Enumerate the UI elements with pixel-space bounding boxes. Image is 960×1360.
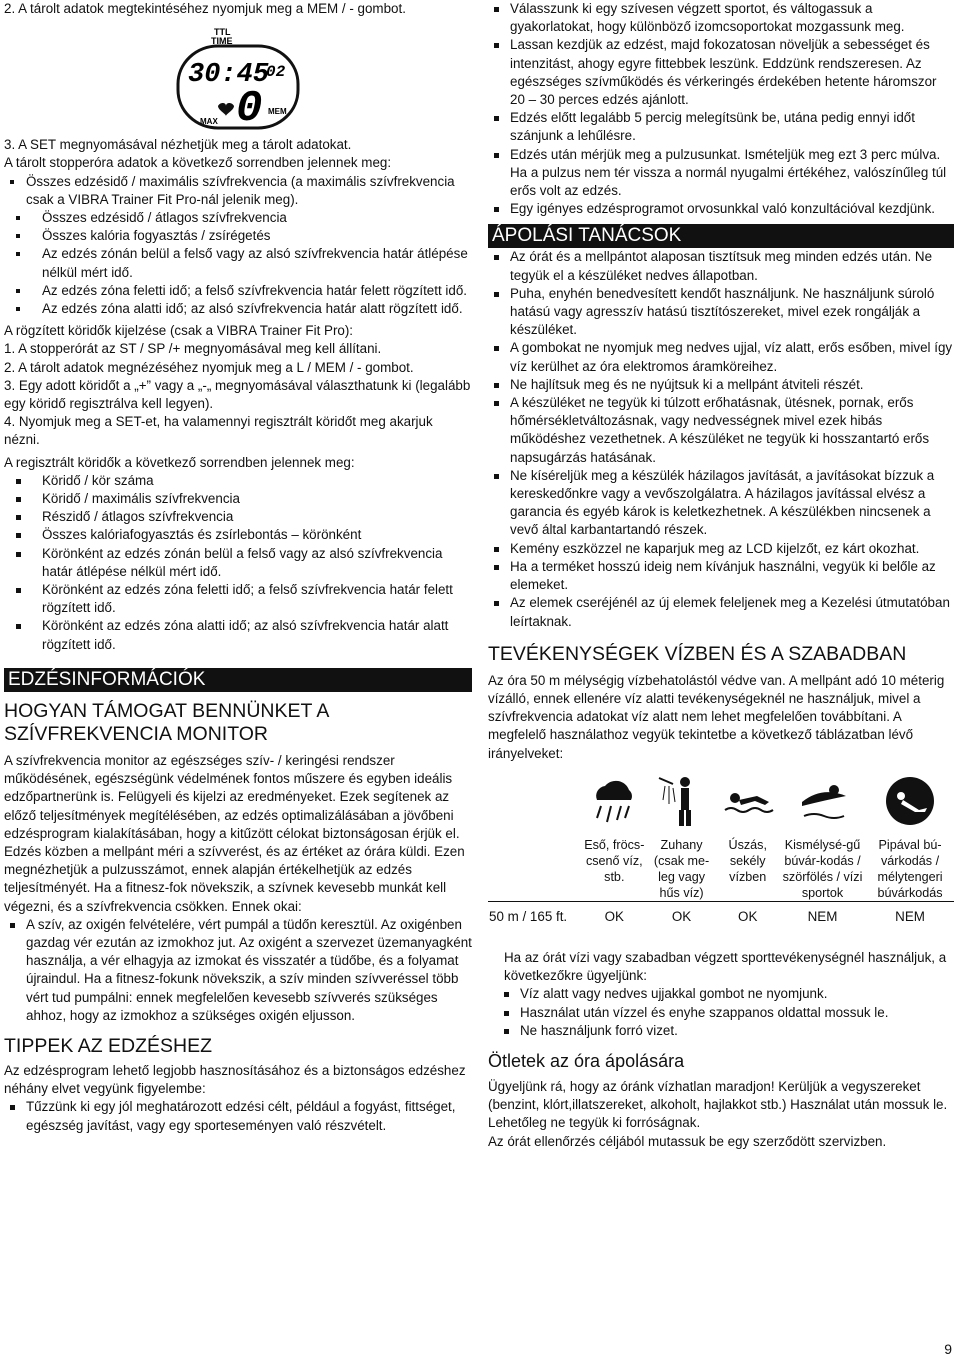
table-label: Pipával bú-várkodás / mélytengeri búvárkodás	[877, 837, 943, 900]
section-heading-hogyan: HOGYAN TÁMOGAT BENNÜNKET A SZÍVFREKVENCIA MONITOR	[4, 699, 329, 745]
section-heading-tippek: TIPPEK AZ EDZÉSHEZ	[4, 1034, 213, 1057]
section-heading-apolasi: ÁPOLÁSI TANÁCSOK	[488, 224, 954, 248]
rain-icon	[582, 773, 647, 837]
list-item: Víz alatt vagy nedves ujjakkal gombot ne nyomjunk.	[498, 985, 954, 1003]
watch-time-digits: 30:45	[188, 60, 270, 91]
heart-icon	[218, 103, 234, 116]
list-item: A készüléket ne tegyük ki túlzott erőhatásnak, ütésnek, pornak, erős hőmérsékletváltozásnak, vagy nedvességnek mivel ezek hibás működéshez vezethetnek. A készüléket ne tegyük ki hosszantartó erős napsugárzás hatásának.	[488, 394, 954, 467]
table-cell: OK	[582, 901, 647, 927]
water-list	[488, 985, 954, 1040]
list-item: Körönként az edzés zóna alatti idő; az alsó szívfrekvencia határ alatt rögzített idő.	[4, 617, 472, 653]
vizben-paragraph: Az óra 50 m mélységig vízbehatolástól védve van. A mellpánt adó 10 méterig vízálló, ennek ellenére víz alatti tevékenységeknél ne használjuk, mivel a szívfrekvencia adatokat víz alatt nem lehet megfelelően továbbítani. A megfelelő használathoz vegyük tekintetbe a következő táblázatban lévő irányelveket:	[488, 672, 945, 761]
lap-intro: A regisztrált köridők a következő sorrendben jelennek meg:	[4, 454, 355, 470]
list-item: Válasszunk ki egy szívesen végzett sportot, és váltogassuk a gyakorlatokat, hogy különböző izomcsoportokat mozgassunk meg.	[488, 0, 954, 36]
list-item: A szív, az oxigén felvételére, vért pumpál a tüdőn keresztül. Az oxigénben gazdag vér ezután az izmokhoz jut. Az oxigént a szervezet üzemanyagként használja, a vér elhagyja az izmokat és visszatér a tüdőbe, és a folyamat újraindul. Ha a fitnesz-fokunk növekszik, a szív minden szívveréssel több vért tud pumpálni: ennek megfelelően kevesebb szívverés szükséges ahhoz, hogy az izmokhoz a szükséges oxigén eljusson.	[4, 916, 472, 1025]
list-item: Ne hajlítsuk meg és ne nyújtsuk ki a mellpánt átviteli részét.	[488, 376, 954, 394]
tips-list-continued	[488, 0, 954, 218]
table-row-label: 50 m / 165 ft.	[488, 901, 582, 927]
otletek-paragraph-1: Ügyeljünk rá, hogy az óránk vízhatlan maradjon! Kerüljük a vegyszereket (benzint, klórt,illatszereket, alkoholt, hajlakkot stb.) Használat után mossuk le. Lehetőleg ne tegyük ki forróságnak.	[488, 1078, 948, 1131]
snorkeling-icon	[779, 773, 866, 837]
table-label: Úszás, sekély vízben	[728, 837, 767, 884]
lap-heading: A rögzített köridők kijelzése (csak a VIBRA Trainer Fit Pro):	[4, 323, 354, 339]
right-column	[488, 0, 954, 1151]
list-item: Kemény eszközzel ne kaparjuk meg az LCD kijelzőt, ez kárt okozhat.	[488, 540, 954, 558]
table-label: Kismélysé-gű búvár-kodás / szörfölés / vízi sportok	[782, 837, 863, 900]
watch-mem-label: MEM	[268, 107, 287, 117]
list-item: Köridő / maximális szívfrekvencia	[4, 490, 472, 508]
list-item: Összes kalóriafogyasztás és zsírlebontás – körönként	[4, 526, 472, 544]
hogyan-paragraph-1: A szívfrekvencia monitor az egészséges szív- / keringési rendszer működésének, egészségünk védelmének fontos műszere és egyben ideális edzőpartnerünk is. Felügyeli és kijelzi az eredményeket. Ezek segítenek az előző teljesítmények megítélésében, az edzés optimalizálásában a jövőbeni edzésprogram kialakításában, hogy a kitűzött célokat biztonságosan érjük el.	[4, 752, 460, 841]
list-item: Az elemek cseréjénél az új elemek feleljenek meg a Kezelési útmutatóban leírtaknak.	[488, 594, 954, 630]
water-resistance-table	[488, 773, 954, 927]
table-cell: NEM	[779, 901, 866, 927]
list-item: Ne kíséreljük meg a készülék házilagos javítását, a javításokat bízzuk a kereskedőnkre vagy a vevőszolgálatra. A házilagos javítással elvész a garancia és egyéb károk is keletkezhetnek. A készülékben nincsenek a vevő által karbantartandó részek.	[488, 467, 954, 540]
lap-data-list	[4, 472, 472, 654]
hogyan-list	[4, 916, 472, 1025]
list-item: Az órát és a mellpántot alaposan tisztítsuk meg minden edzés után. Ne tegyük el a készüléket nedves állapotban.	[488, 248, 954, 284]
stored-data-list	[4, 173, 472, 209]
table-label: Eső, fröcs-csenő víz, stb.	[584, 837, 645, 884]
apolasi-list	[488, 248, 954, 630]
section-heading-edzesinformaciok: EDZÉSINFORMÁCIÓK	[4, 668, 472, 692]
watch-max-label: MAX	[200, 117, 218, 127]
list-item: Összes kalória fogyasztás / zsírégetés	[4, 227, 472, 245]
list-item: Edzés előtt legalább 5 percig melegítsünk be, utána pedig ennyi időt szánjunk a lehűlésre.	[488, 109, 954, 145]
list-item: Egy igényes edzésprogramot orvosunkkal való konzultációval kezdjünk.	[488, 200, 954, 218]
list-item: Edzés után mérjük meg a pulzusunkat. Ismételjük meg ezt 3 perc múlva. Ha a pulzus nem tér vissza a normál nyugalmi értékéhez, valószínűleg túl erős volt az edzés.	[488, 146, 954, 201]
list-item: Ha a terméket hosszú ideig nem kívánjuk használni, vegyük ki belőle az elemeket.	[488, 558, 954, 594]
lap-step-3: 3. Egy adott köridőt a „+” vagy a „-„ megnyomásával választhatunk ki (legalább egy köridő regisztrálva kell legyen).	[4, 377, 471, 412]
section-heading-vizben: TEVÉKENYSÉGEK VÍZBEN ÉS A SZABADBAN	[488, 642, 907, 665]
watch-time-small-digits: 02	[266, 63, 286, 82]
watch-time-label: TIME	[211, 36, 233, 47]
shower-icon	[647, 773, 717, 837]
step-2-text: 2. A tárolt adatok megtekintéséhez nyomjuk meg a MEM / - gombot.	[4, 1, 406, 16]
list-item: Részidő / átlagos szívfrekvencia	[4, 508, 472, 526]
list-item: Köridő / kör száma	[4, 472, 472, 490]
watch-display-icon	[174, 26, 302, 130]
scuba-diving-icon	[866, 773, 954, 837]
watch-display-figure	[174, 26, 302, 130]
swimming-icon	[717, 773, 779, 837]
list-item: Lassan kezdjük az edzést, majd fokozatosan növeljük a sebességet és intenzitást, ahogy egyre fittebbek leszünk. Eddzünk rendszeresen. Az egészséges szívműködés és vérkeringés érdekében hetente háromszor 20 – 30 perces edzés ajánlott.	[488, 36, 954, 109]
left-column	[4, 0, 472, 1135]
hogyan-paragraph-2: Edzés közben a mellpánt méri a szívverést, és az értéket az órára küldi. Ezen megnézhetjük a pulzusszámot, ennek alapján értékelhetjük az edzés teljesítményét. Ha a fitnesz-fok növekszik, a szívnek kevesebb munkát kell végezni, és a szívfrekvencia csökken. Ennek okai:	[4, 843, 465, 914]
list-item: Az edzés zóna feletti idő; a felső szívfrekvencia határ felett rögzített idő.	[4, 282, 472, 300]
lap-step-2: 2. A tárolt adatok megnézéséhez nyomjuk meg a L / MEM / - gombot.	[4, 359, 414, 375]
stored-intro: A tárolt stopperóra adatok a következő sorrendben jelennek meg:	[4, 155, 392, 171]
watch-ttl-label: TTL	[214, 27, 231, 38]
tippek-intro: Az edzésprogram lehető legjobb hasznosításához és a biztonságos edzéshez néhány elvet vegyünk figyelembe:	[4, 1062, 466, 1097]
lap-step-1: 1. A stopperórát az ST / SP /+ megnyomásával meg kell állítani.	[4, 341, 382, 357]
list-item: Az edzés zónán belül a felső vagy az alsó szívfrekvencia határ átlépése nélkül mért idő.	[4, 245, 472, 281]
step-3-text: 3. A SET megnyomásával nézhetjük meg a tárolt adatokat.	[4, 137, 352, 153]
table-label: Zuhany (csak me-leg vagy hűs víz)	[653, 837, 710, 900]
water-paragraph: Ha az órát vízi vagy szabadban végzett sporttevékenységnél használjuk, a következőkre ügyeljünk:	[504, 949, 947, 984]
stored-data-sublist	[4, 209, 472, 318]
lap-step-4: 4. Nyomjuk meg a SET-et, ha valamennyi regisztrált köridőt meg akarjuk nézni.	[4, 414, 433, 448]
tippek-list	[4, 1098, 472, 1134]
page-number: 9	[944, 1340, 952, 1357]
list-item: A gombokat ne nyomjuk meg nedves ujjal, víz alatt, erős esőben, mivel így víz kerülhet az óra elektromos áramköreihez.	[488, 339, 954, 375]
list-item: Az edzés zóna alatti idő; az alsó szívfrekvencia határ alatt rögzített idő.	[4, 300, 472, 318]
table-cell: OK	[647, 901, 717, 927]
table-cell: OK	[717, 901, 779, 927]
list-item: Tűzzünk ki egy jól meghatározott edzési célt, például a fogyást, fittséget, egészség javítást, vagy egy sporteseményen való részvételt.	[4, 1098, 472, 1134]
list-item: Használat után vízzel és enyhe szappanos oldattal mossuk le.	[498, 1004, 954, 1022]
list-item: Körönként az edzés zóna feletti idő; a felső szívfrekvencia határ felett rögzített idő.	[4, 581, 472, 617]
table-cell: NEM	[866, 901, 954, 927]
section-heading-otletek: Ötletek az óra ápolására	[488, 1050, 685, 1071]
list-item: Összes edzésidő / maximális szívfrekvencia (a maximális szívfrekvencia csak a VIBRA Trainer Fit Pro-nál jelenik meg).	[4, 173, 472, 209]
list-item: Körönként az edzés zónán belül a felső vagy az alsó szívfrekvencia határ átlépése nélkül mért idő.	[4, 545, 472, 581]
list-item: Puha, enyhén benedvesített kendőt használjunk. Ne használjunk súroló hatású vagy agresszív hatású tisztítószereket, mivel ezek rongálják a készüléket.	[488, 285, 954, 340]
list-item: Ne használjunk forró vizet.	[498, 1022, 954, 1040]
list-item: Összes edzésidő / átlagos szívfrekvencia	[4, 209, 472, 227]
otletek-paragraph-2: Az órát ellenőrzés céljából mutassuk be egy szerződött szervizben.	[488, 1133, 887, 1149]
watch-big-digit: 0	[236, 84, 263, 131]
